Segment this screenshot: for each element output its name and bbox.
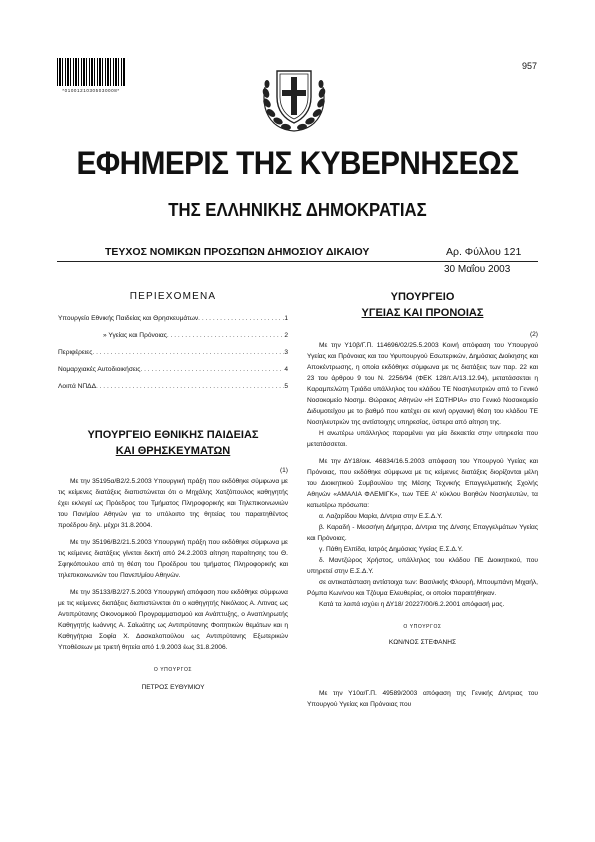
toc-item-label: » Υγείας και Πρόνοιας (103, 332, 167, 339)
toc-item-page: 1 (284, 315, 288, 322)
signature-title: Ο ΥΠΟΥΡΓΟΣ (153, 667, 193, 673)
contents-heading: ΠΕΡΙΕΧΟΜΕΝΑ (129, 291, 217, 302)
toc-item-page: 3 (284, 349, 288, 356)
decision-paragraph: Με την 35133/Β2/27.5.2003 Υπουργική απόφαση που εκδόθηκε σύμφωνα με τις κείμενες διατάξεις διαπιστώνεται ότι ο καθηγητής Νικόλαος Α. Λιτινας ως Αντιπρύτανης Οικονομικού Προγραμματισμού και Ανάπτυξης, ο Αναπληρωτής Καθηγητής Ιωάννης Α. Σαϊωάτης ως Αντιπρύτανης Φοιτητικών θεμάτων και η Καθηγήτρια Σοφία Χ. Δασκαλοπούλου ως Αντιπρύτανης Εξωτερικών Υποθέσεων με τριετή θητεία από 1.9.2003 έως 31.8.2006. (58, 589, 288, 651)
education-ministry-section (58, 427, 288, 693)
section-heading: ΥΠΟΥΡΓΕΙΟ (390, 291, 455, 303)
barcode-number: *01001210305030008* (62, 88, 120, 93)
toc-item-label: Υπουργείο Εθνικής Παιδείας και Θρησκευμάτων (58, 315, 199, 322)
contents-block (58, 291, 288, 395)
decision-paragraph: Με την Υ10α/Γ.Π. 49589/2003 απόφαση της Γενικής Δ/ντριας του Υπουργού Υγείας και Πρόνοιας που (307, 690, 538, 708)
toc-item-page: 2 (284, 332, 288, 339)
decision-paragraph: Με την 35196/Β2/21.5.2003 Υπουργική πράξη που εκδόθηκε σύμφωνα με τις κείμενες διατάξεις γίνεται δεκτή από 24.2.2003 αίτηση παραίτησης του Θ. Σφηκόπουλου από τη θέση του Προέδρου του τμήματος Πληροφορικής και τηλεπικοινωνιών του Πανεπ/μίου Αθηνών. (58, 539, 288, 579)
page-number: 957 (521, 61, 537, 71)
decision-paragraph: σε αντικατάσταση αντίστοιχα των: Βασιλικής Φλουρή, Μπουμπάνη Μιχαήλ, Ρόμπα Κων/νου και Τζόυμα Ελευθερίας, οι οποίοι παραιτήθηκαν. (307, 579, 538, 597)
decision-paragraph: Κατά τα λοιπά ισχύει η ΔΥ18/ 20227/00/6.2.2001 απόφασή μας. (319, 601, 505, 608)
toc-item[interactable] (58, 327, 288, 344)
signature-title: Ο ΥΠΟΥΡΓΟΣ (403, 624, 442, 630)
toc-item[interactable] (58, 378, 288, 395)
signature-name: ΚΩΝ/ΝΟΣ ΣΤΕΦΑΝΗΣ (388, 639, 457, 646)
section-heading: ΥΠΟΥΡΓΕΙΟ ΕΘΝΙΚΗΣ ΠΑΙΔΕΙΑΣ (87, 429, 259, 441)
toc-item-page: 5 (284, 383, 288, 390)
gazette-subtitle: ΤΗΣ ΕΛΛΗΝΙΚΗΣ ΔΗΜΟΚΡΑΤΙΑΣ (168, 200, 427, 220)
health-ministry-section (307, 289, 538, 710)
member-item: γ. Πάθη Ελπίδα, Ιατρός Δημόσιας Υγείας Ε.Σ.Δ.Υ. (319, 546, 464, 553)
issue-date: 30 Μαΐου 2003 (444, 264, 511, 275)
header-rule (57, 261, 538, 262)
member-item: β. Καραδή - Μεσσήνη Δήμητρα, Δ/ντρια της Δ/νσης Επαγγελμάτων Υγείας και Πρόνοιας. (307, 524, 538, 542)
signature-name: ΠΕΤΡΟΣ ΕΥΘΥΜΙΟΥ (141, 684, 205, 691)
section-heading: ΚΑΙ ΘΡΗΣΚΕΥΜΑΤΩΝ (115, 445, 231, 457)
decision-paragraph: Με την Υ10β/Γ.Π. 114696/02/25.5.2003 Κοινή απόφαση του Υπουργού Υγείας και Πρόνοιας και του Υφυπουργού Εσωτερικών, Δημόσιας Διοίκησης και Αποκέντρωσης, η οποία εκδόθηκε σύμφωνα με τις διατάξεις των παρ. 22 και 23 του άρθρου 9 του Ν. 2256/94 (ΦΕΚ 128/τ.Α/13.12.94), μετατάσσεται η Καραμπελώτη Τριάδα υπάλληλος του κλάδου ΤΕ Νοσηλευτριών από το Γενικό Νοσοκομείο Νοσημ. Θώρακος Αθηνών «Η ΣΩΤΗΡΙΑ» στο Γενικό Νοσοκομείο Διδυμοτείχου με το βαθμό που κατέχει σε κενή οργανική θέση του κλάδου ΤΕ Νοσηλευτριών της αντίστοιχης υπηρεσίας, ύστερα από αίτηση της. (307, 342, 538, 426)
member-item: α. Λαζαρίδου Μαρία, Δ/ντρια στην Ε.Σ.Δ.Υ. (319, 513, 443, 520)
toc-item-label: Λοιπά ΝΠΔΔ (58, 383, 96, 390)
decision-paragraph: Με την ΔΥ18/οικ. 46834/16.5.2003 απόφαση του Υπουργού Υγείας και Πρόνοιας, που εκδόθηκε σύμφωνα με τις κείμενες διατάξεις διορίζονται μέλη του Διοικητικού Συμβουλίου της Μέσης Τεχνικής Επαγγελματικής Σχολής Αθηνών «ΑΜΑΛΙΑ ΦΛΕΜΙΓΚ», των ΤΕΕ Α' κύκλου Βοηθών Νοσηλευτών, τα κατωτέρω πρόσωπα: (307, 458, 538, 509)
gazette-title: ΕΦΗΜΕΡΙΣ ΤΗΣ ΚΥΒΕΡΝΗΣΕΩΣ (76, 145, 519, 181)
decision-number: (2) (529, 331, 538, 338)
toc-item-label: Περιφέρειες (58, 349, 93, 356)
barcode (57, 58, 125, 86)
toc-item-page: 4 (284, 366, 288, 373)
toc-item[interactable] (58, 361, 288, 378)
toc-item[interactable] (58, 344, 288, 361)
decision-paragraph: Η ανωτέρω υπάλληλος παραμένει για μία δεκαετία στην υπηρεσία που μετατάσσεται. (307, 430, 538, 448)
sheet-number: Αρ. Φύλλου 121 (446, 246, 522, 258)
decision-paragraph: Με την 35195α/Β2/2.5.2003 Υπουργική πράξη που εκδόθηκε σύμφωνα με τις κείμενες διατάξεις διαπιστώνεται ότι ο Μηχάλης Χατζόπουλος καθηγητής έχει εκλεγεί ως Πρόεδρος του Τμήματος Πληροφορικής και Τηλεπικοινωνιών του Παν/μίου Αθηνών για το υπόλοιπο της θητείας του παραιτηθέντος προέδρου δηλ. μέχρι 31.8.2004. (58, 478, 288, 529)
toc-item[interactable] (58, 310, 288, 327)
decision-number: (1) (279, 467, 288, 474)
member-item: δ. Μαντζώρος Χρήστος, υπάλληλος του κλάδου ΠΕ Διοικητικού, που υπηρετεί στην Ε.Σ.Δ.Υ. (307, 557, 538, 575)
toc-item-label: Νομαρχιακές Αυτοδιοικήσεις (58, 366, 141, 373)
issue-type: ΤΕΥΧΟΣ ΝΟΜΙΚΩΝ ΠΡΟΣΩΠΩΝ ΔΗΜΟΣΙΟΥ ΔΙΚΑΙΟΥ (105, 246, 370, 258)
greek-coat-of-arms-icon (255, 63, 333, 135)
section-heading: ΥΓΕΙΑΣ ΚΑΙ ΠΡΟΝΟΙΑΣ (361, 307, 484, 319)
